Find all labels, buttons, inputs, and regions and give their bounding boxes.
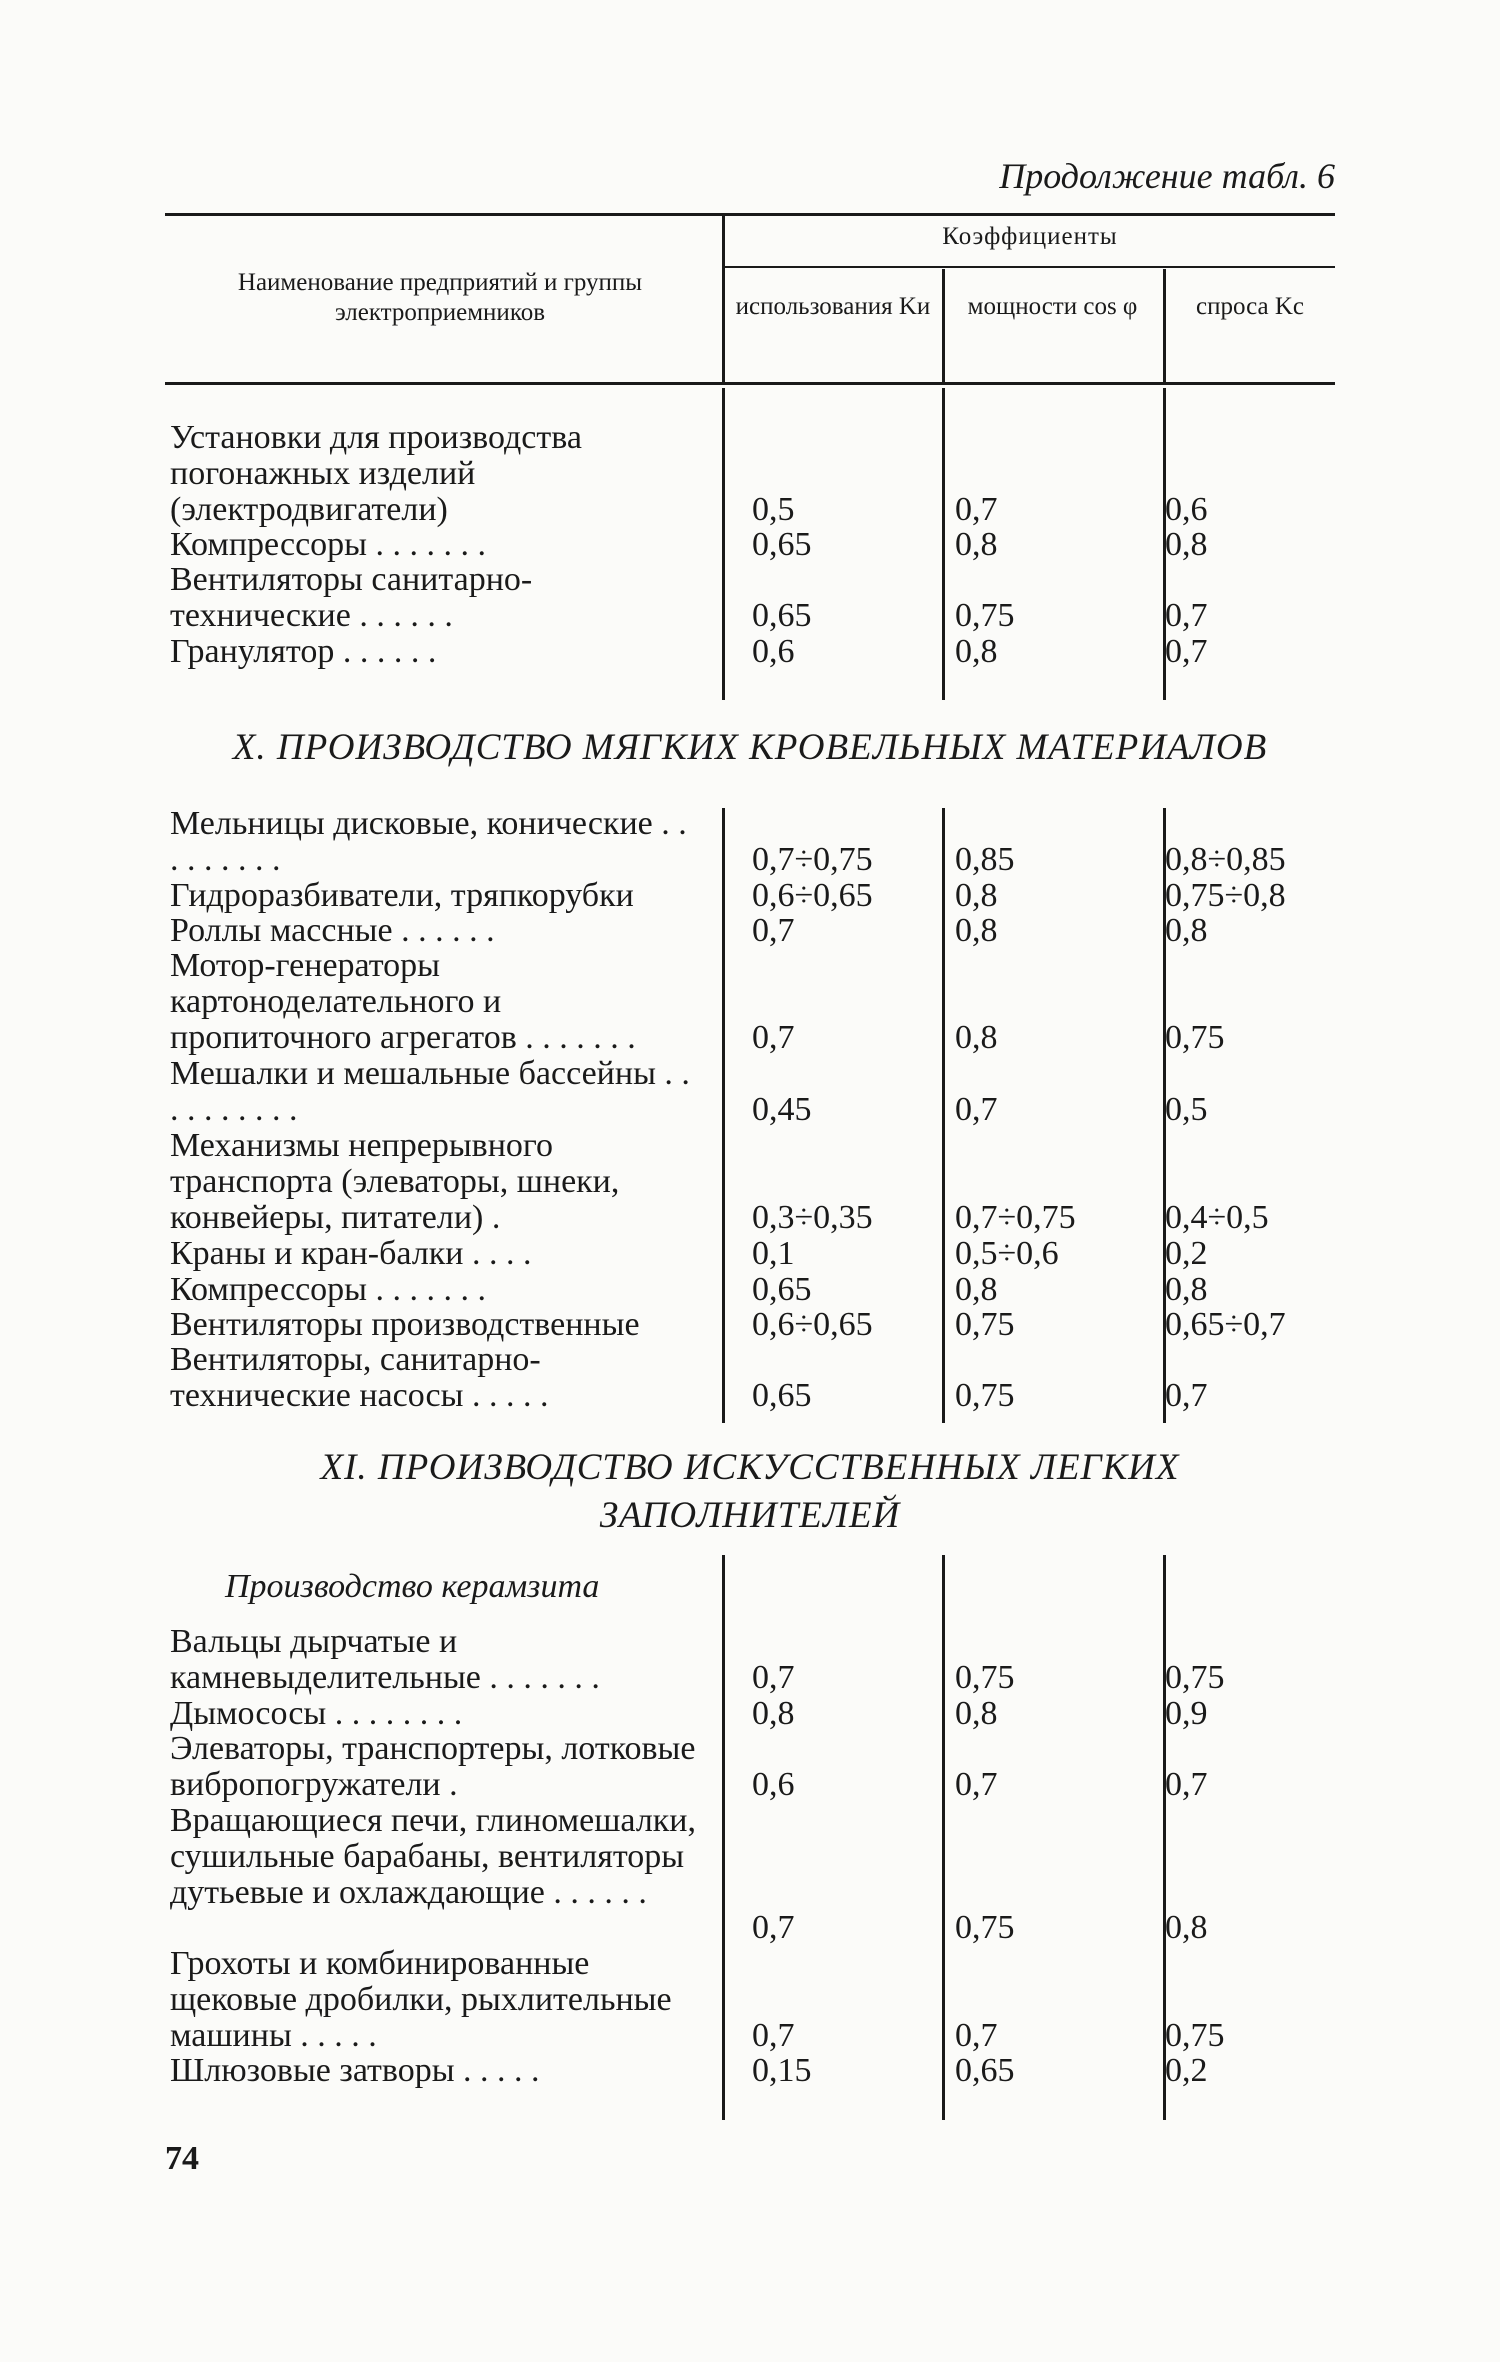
table-row-name: Вентиляторы производственные [170, 1306, 640, 1343]
table-row-name: Вентиляторы, санитарно-технические насосы . . . . . [170, 1341, 549, 1414]
table-cell-cos: 0,8 [955, 526, 998, 563]
table-row-name: Гидроразбиватели, тряпкорубки [170, 877, 634, 914]
table-row-name: Вентиляторы санитарно-технические . . . . . . [170, 561, 533, 634]
table-cell-ki: 0,6÷0,65 [752, 1306, 873, 1343]
header-col-demand: спроса Kс [1196, 293, 1304, 320]
section-title-continued: ЗАПОЛНИТЕЛЕЙ [599, 1495, 901, 1536]
table-cell-kc: 0,9 [1165, 1695, 1208, 1732]
table-cell-kc: 0,2 [1165, 2052, 1208, 2089]
table-top-rule [165, 213, 1335, 216]
table-cell-kc: 0,7 [1165, 597, 1208, 634]
table-cell-cos: 0,7 [955, 2017, 998, 2054]
table-cell-cos: 0,7 [955, 491, 998, 528]
table-cell-cos: 0,8 [955, 633, 998, 670]
table-cell-cos: 0,8 [955, 1019, 998, 1056]
table-cell-cos: 0,75 [955, 1659, 1015, 1696]
table-row-name: Дымососы . . . . . . . . [170, 1695, 463, 1732]
table-cell-cos: 0,5÷0,6 [955, 1235, 1059, 1272]
table-cell-ki: 0,6 [752, 1766, 795, 1803]
subsection-heading: Производство керамзита [225, 1568, 600, 1605]
table-cell-cos: 0,8 [955, 1271, 998, 1308]
table-cell-ki: 0,6 [752, 633, 795, 670]
table-continuation-caption: Продолжение табл. 6 [999, 156, 1335, 196]
table-row-name: Вращающиеся печи, глиномешалки, сушильные барабаны, вентиляторы дутьевые и охлаждающие . . . . . . [170, 1802, 697, 1911]
table-cell-ki: 0,45 [752, 1091, 812, 1128]
table-cell-ki: 0,7 [752, 1659, 795, 1696]
table-row-name: Мотор-генераторы картоноделательного и пропиточного агрегатов . . . . . . . [170, 947, 636, 1056]
table-row-name: Мельницы дисковые, конические . . . . . . . . . [170, 805, 687, 878]
table-row-name: Краны и кран-балки . . . . [170, 1235, 532, 1272]
header-col-usage: использования Kи [735, 293, 931, 320]
table-cell-kc: 0,8÷0,85 [1165, 841, 1286, 878]
section10-divider-1 [722, 808, 725, 1423]
table-cell-kc: 0,7 [1165, 633, 1208, 670]
table-cell-kc: 0,8 [1165, 526, 1208, 563]
table-cell-ki: 0,65 [752, 526, 812, 563]
table-cell-ki: 0,65 [752, 1377, 812, 1414]
table-cell-ki: 0,7 [752, 2017, 795, 2054]
table-cell-ki: 0,7 [752, 1909, 795, 1946]
table-cell-kc: 0,75 [1165, 2017, 1225, 2054]
table-cell-cos: 0,8 [955, 1695, 998, 1732]
table-cell-kc: 0,7 [1165, 1377, 1208, 1414]
table-row-name: Роллы массные . . . . . . [170, 912, 495, 949]
table-cell-kc: 0,8 [1165, 1909, 1208, 1946]
table-row-name: Шлюзовые затворы . . . . . [170, 2052, 540, 2089]
table-cell-cos: 0,65 [955, 2052, 1015, 2089]
table-cell-ki: 0,5 [752, 491, 795, 528]
table-cell-cos: 0,75 [955, 1306, 1015, 1343]
table-cell-ki: 0,8 [752, 1695, 795, 1732]
table-row-name: Компрессоры . . . . . . . [170, 1271, 487, 1308]
table-cell-ki: 0,15 [752, 2052, 812, 2089]
table-row-name: Механизмы непрерывного транспорта (элеваторы, шнеки, конвейеры, питатели) . [170, 1127, 620, 1236]
table-cell-kc: 0,75 [1165, 1019, 1225, 1056]
table-cell-kc: 0,2 [1165, 1235, 1208, 1272]
table-cell-kc: 0,6 [1165, 491, 1208, 528]
table-cell-kc: 0,8 [1165, 1271, 1208, 1308]
table-row-name: Компрессоры . . . . . . . [170, 526, 487, 563]
table-row-name: Гранулятор . . . . . . [170, 633, 437, 670]
table-cell-cos: 0,7 [955, 1766, 998, 1803]
section-title: X. ПРОИЗВОДСТВО МЯГКИХ КРОВЕЛЬНЫХ МАТЕРИАЛОВ [232, 727, 1268, 768]
table-row-name: Вальцы дырчатые и камневыделительные . . . . . . . [170, 1623, 600, 1696]
table-cell-ki: 0,65 [752, 597, 812, 634]
header-name-column: Наименование предприятий и группы электроприемников [237, 269, 643, 326]
table-row-name: Грохоты и комбинированные щековые дробилки, рыхлительные машины . . . . . [170, 1945, 672, 2054]
header-bottom-rule [165, 382, 1335, 385]
header-coefficients: Коэффициенты [942, 223, 1118, 250]
table-cell-ki: 0,7÷0,75 [752, 841, 873, 878]
header-sub-rule [725, 266, 1335, 268]
table-cell-cos: 0,85 [955, 841, 1015, 878]
table-cell-kc: 0,75÷0,8 [1165, 877, 1286, 914]
section-title: XI. ПРОИЗВОДСТВО ИСКУССТВЕННЫХ ЛЕГКИХ [320, 1447, 1180, 1488]
table-cell-ki: 0,1 [752, 1235, 795, 1272]
block1-divider-1 [722, 388, 725, 700]
table-cell-ki: 0,3÷0,35 [752, 1199, 873, 1236]
table-cell-cos: 0,75 [955, 1377, 1015, 1414]
table-cell-ki: 0,6÷0,65 [752, 877, 873, 914]
table-cell-cos: 0,75 [955, 597, 1015, 634]
table-cell-kc: 0,75 [1165, 1659, 1225, 1696]
table-cell-cos: 0,7÷0,75 [955, 1199, 1076, 1236]
table-cell-ki: 0,7 [752, 912, 795, 949]
page-number: 74 [165, 2140, 199, 2177]
table-cell-kc: 0,8 [1165, 912, 1208, 949]
table-cell-cos: 0,8 [955, 912, 998, 949]
table-cell-cos: 0,8 [955, 877, 998, 914]
header-col-power: мощности cos φ [967, 293, 1138, 320]
table-cell-cos: 0,75 [955, 1909, 1015, 1946]
table-row-name: Элеваторы, транспортеры, лотковые вибропогружатели . [170, 1730, 696, 1803]
header-divider-3 [1163, 269, 1166, 382]
table-cell-ki: 0,7 [752, 1019, 795, 1056]
header-divider-1 [722, 216, 725, 382]
table-cell-cos: 0,7 [955, 1091, 998, 1128]
section11-divider-1 [722, 1555, 725, 2120]
table-cell-kc: 0,7 [1165, 1766, 1208, 1803]
table-row-name: Установки для производства погонажных изделий (электродвигатели) [170, 419, 582, 528]
table-cell-ki: 0,65 [752, 1271, 812, 1308]
table-row-name: Мешалки и мешальные бассейны . . . . . . . . . . [170, 1055, 690, 1128]
table-cell-kc: 0,4÷0,5 [1165, 1199, 1269, 1236]
table-cell-kc: 0,65÷0,7 [1165, 1306, 1286, 1343]
header-divider-2 [942, 269, 945, 382]
table-cell-kc: 0,5 [1165, 1091, 1208, 1128]
